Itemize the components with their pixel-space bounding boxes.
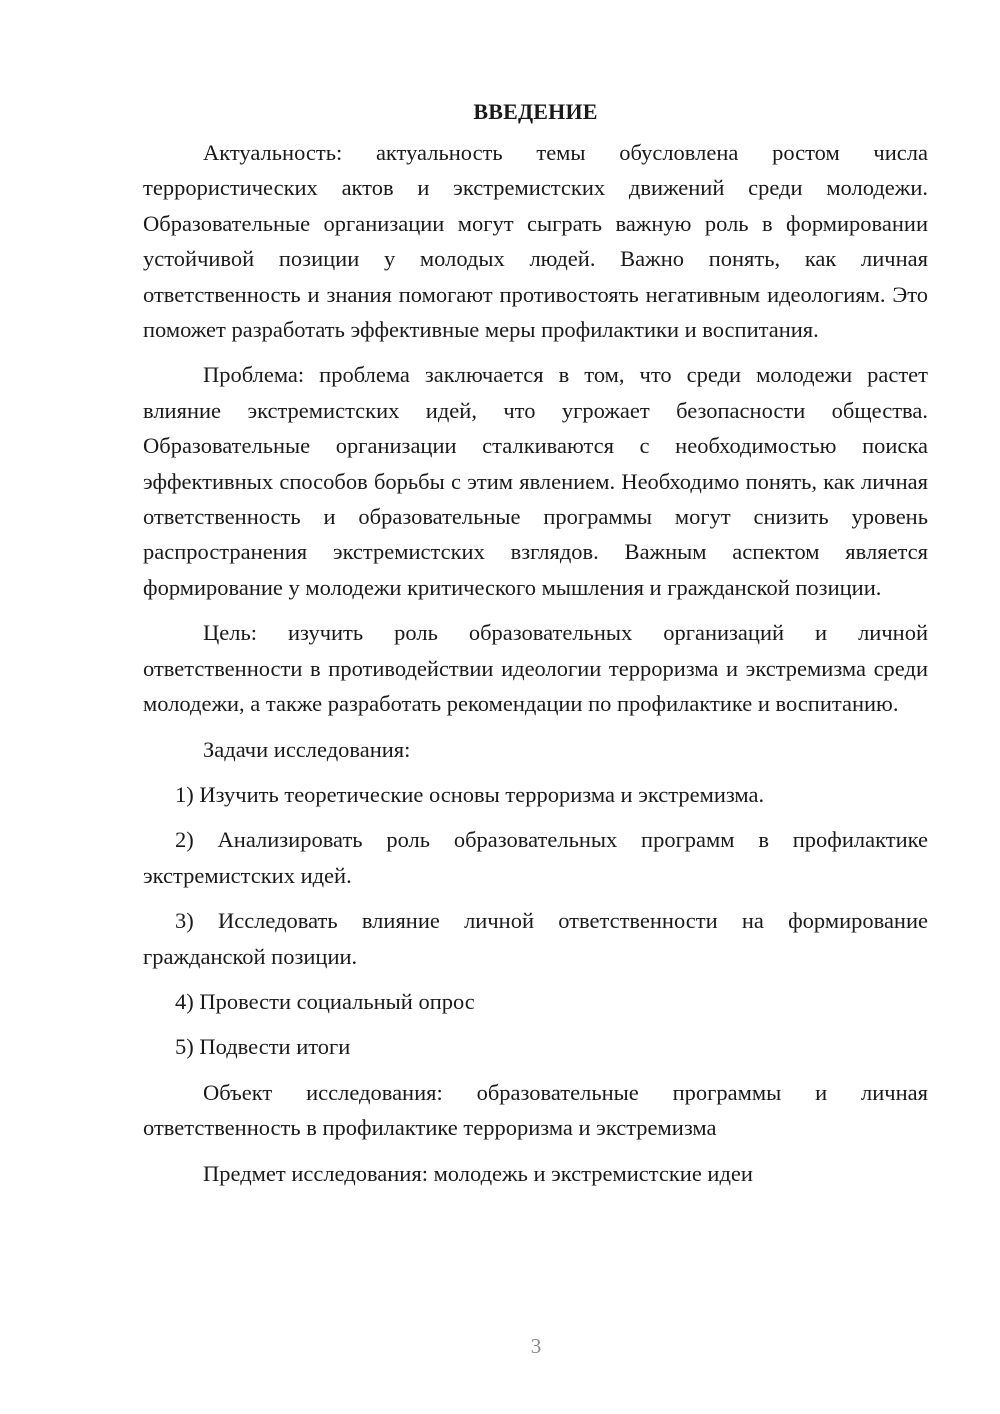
task-item-5: 5) Подвести итоги [175,1034,351,1060]
paragraph-problem: Проблема: проблема заключается в том, что среди молодежи растет влияние экстремистских идей, что угрожает безопасности общества. Образовательные организации сталкиваются с необходимостью поиска эффективных способов борьбы с этим явлением. Необходимо понять, как личная ответственность и образовательные программы могут снизить уровень распространения экстремистских взглядов. Важным аспектом является формирование у молодежи критического мышления и гражданской позиции. [143,362,928,600]
page-number: 3 [530,1334,542,1358]
tasks-heading: Задачи исследования: [203,736,411,762]
task-item-1: 1) Изучить теоретические основы терроризма и экстремизма. [175,781,765,807]
research-object: Объект исследования: образовательные программы и личная ответственность в профилактике терроризма и экстремизма [143,1079,928,1141]
task-item-3: 3) Исследовать влияние личной ответственности на формирование гражданской позиции. [143,908,928,969]
paragraph-relevance: Актуальность: актуальность темы обусловлена ростом числа террористических актов и экстремистских движений среди молодежи. Образовательные организации могут сыграть важную роль в формировании устойчивой позиции у молодых людей. Важно понять, как личная ответственность и знания помогают противостоять негативным идеологиям. Это поможет разработать эффективные меры профилактики и воспитания. [143,140,928,343]
paragraph-goal: Цель: изучить роль образовательных организаций и личной ответственности в противодействии идеологии терроризма и экстремизма среди молодежи, а также разработать рекомендации по профилактике и воспитанию. [143,620,928,717]
section-title: ВВЕДЕНИЕ [473,99,598,124]
research-subject: Предмет исследования: молодежь и экстремистские идеи [203,1160,753,1186]
task-item-4: 4) Провести социальный опрос [175,988,475,1014]
page-content [143,97,928,1201]
task-item-2: 2) Анализировать роль образовательных программ в профилактике экстремистских идей. [143,827,928,888]
